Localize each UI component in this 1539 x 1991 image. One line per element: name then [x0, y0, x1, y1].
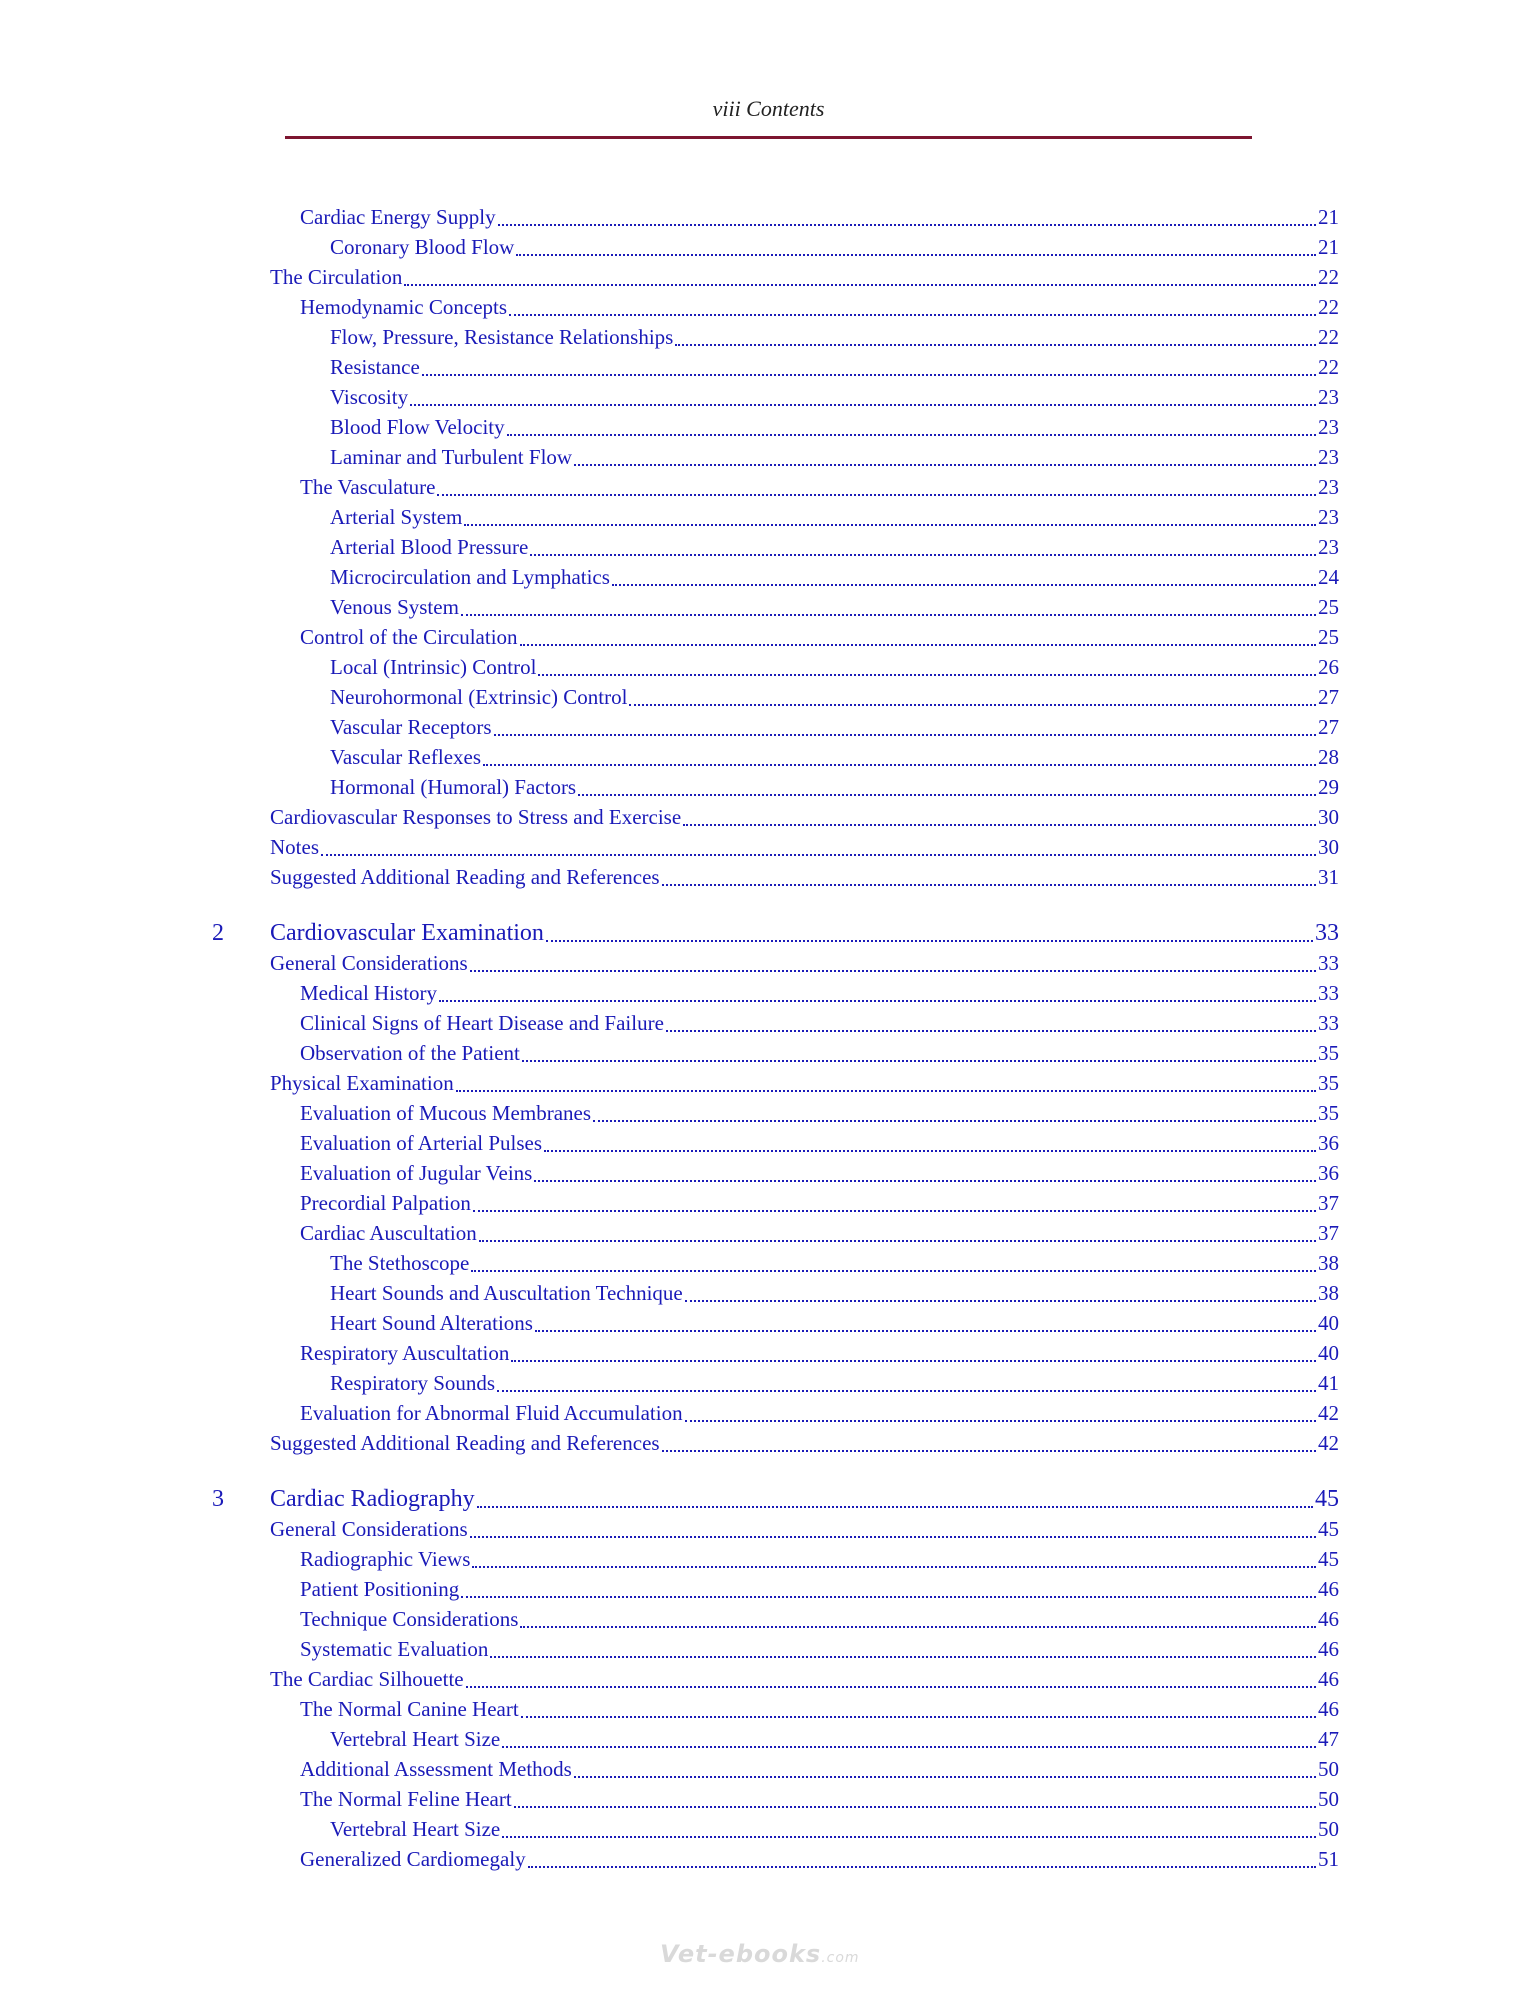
toc-entry-title: The Vasculature: [300, 475, 436, 499]
toc-entry-page: 36: [1318, 1161, 1339, 1185]
toc-entry-title: The Circulation: [270, 265, 403, 289]
toc-entry[interactable]: [330, 322, 1339, 352]
toc-entry-title: The Stethoscope: [330, 1251, 470, 1275]
dot-leader: [321, 854, 1316, 856]
dot-leader: [456, 1090, 1316, 1092]
toc-entry-page: 30: [1318, 805, 1339, 829]
toc-entry-title: Arterial System: [330, 505, 463, 529]
running-header: viii Contents: [712, 96, 825, 121]
toc-entry-title: Evaluation for Abnormal Fluid Accumulation: [300, 1401, 683, 1425]
toc-entry-page: 22: [1318, 355, 1339, 379]
dot-leader: [497, 1390, 1316, 1392]
toc-entry[interactable]: [330, 412, 1339, 442]
toc-entry[interactable]: [330, 712, 1339, 742]
toc-entry-title: Flow, Pressure, Resistance Relationships: [330, 325, 674, 349]
toc-entry-title: Cardiac Radiography: [270, 1486, 475, 1512]
toc-entry-title: Cardiac Auscultation: [300, 1221, 477, 1245]
dot-leader: [461, 614, 1316, 616]
dot-leader: [490, 1656, 1316, 1658]
toc-entry[interactable]: [300, 1754, 1339, 1784]
toc-entry[interactable]: [300, 978, 1339, 1008]
toc-entry-page: 50: [1318, 1787, 1339, 1811]
toc-entry-title: Coronary Blood Flow: [330, 235, 515, 259]
toc-entry-title: The Normal Feline Heart: [300, 1787, 512, 1811]
toc-entry[interactable]: [330, 352, 1339, 382]
toc-entry[interactable]: [330, 652, 1339, 682]
toc-entry[interactable]: [300, 1544, 1339, 1574]
toc-entry-page: 35: [1318, 1071, 1339, 1095]
toc-entry-page: 47: [1318, 1727, 1339, 1751]
toc-entry-title: Medical History: [300, 981, 438, 1005]
dot-leader: [439, 1000, 1316, 1002]
dot-leader: [472, 1566, 1316, 1568]
dot-leader: [578, 794, 1316, 796]
toc-entry-title: Blood Flow Velocity: [330, 415, 505, 439]
toc-entry[interactable]: [300, 1038, 1339, 1068]
toc-entry-title: Arterial Blood Pressure: [330, 535, 529, 559]
toc-entry[interactable]: [270, 862, 1339, 892]
toc-entry[interactable]: [300, 202, 1339, 232]
dot-leader: [464, 524, 1316, 526]
toc-entry-page: 45: [1318, 1547, 1339, 1571]
toc-entry-title: The Cardiac Silhouette: [270, 1667, 464, 1691]
dot-leader: [470, 970, 1316, 972]
dot-leader: [483, 764, 1316, 766]
toc-entry-page: 46: [1318, 1667, 1339, 1691]
toc-entry-page: 21: [1318, 235, 1339, 259]
toc-entry-title: Observation of the Patient: [300, 1041, 520, 1065]
toc-entry-title: Heart Sounds and Auscultation Technique: [330, 1281, 683, 1305]
toc-entry[interactable]: [330, 382, 1339, 412]
toc-entry-page: 25: [1318, 625, 1339, 649]
dot-leader: [509, 314, 1316, 316]
dot-leader: [675, 344, 1316, 346]
toc-entry[interactable]: [330, 1248, 1339, 1278]
toc-entry-title: Resistance: [330, 355, 420, 379]
dot-leader: [535, 1330, 1316, 1332]
toc-entry-page: 27: [1318, 715, 1339, 739]
toc-entry-page: 51: [1318, 1847, 1339, 1871]
toc-entry-page: 23: [1318, 475, 1339, 499]
dot-leader: [662, 884, 1316, 886]
toc-entry-page: 35: [1318, 1041, 1339, 1065]
toc-entry-title: Viscosity: [330, 385, 409, 409]
toc-entry-title: Technique Considerations: [300, 1607, 519, 1631]
dot-leader: [683, 824, 1316, 826]
dot-leader: [410, 404, 1316, 406]
toc-entry-page: 21: [1318, 205, 1339, 229]
toc-entry[interactable]: [300, 1098, 1339, 1128]
toc-entry[interactable]: [300, 1218, 1339, 1248]
toc-entry-page: 22: [1318, 295, 1339, 319]
toc-entry-title: Radiographic Views: [300, 1547, 471, 1571]
toc-entry-title: Local (Intrinsic) Control: [330, 655, 537, 679]
toc-entry[interactable]: [270, 1664, 1339, 1694]
toc-entry-title: Systematic Evaluation: [300, 1637, 489, 1661]
dot-leader: [574, 1776, 1316, 1778]
toc-entry-page: 33: [1318, 981, 1339, 1005]
toc-entry-title: Suggested Additional Reading and References: [270, 1431, 660, 1455]
toc-entry[interactable]: [330, 682, 1339, 712]
toc-entry[interactable]: [300, 472, 1339, 502]
toc-entry-page: 33: [1318, 1011, 1339, 1035]
toc-entry[interactable]: [330, 442, 1339, 472]
toc-entry-page: 23: [1318, 385, 1339, 409]
toc-entry-title: Control of the Circulation: [300, 625, 518, 649]
toc-entry-title: Vascular Reflexes: [330, 745, 482, 769]
dot-leader: [511, 1360, 1316, 1362]
toc-entry[interactable]: [300, 1694, 1339, 1724]
toc-entry-page: 23: [1318, 445, 1339, 469]
toc-entry-title: Vertebral Heart Size: [330, 1727, 501, 1751]
dot-leader: [530, 554, 1316, 556]
dot-leader: [470, 1536, 1316, 1538]
toc-entry[interactable]: [330, 1724, 1339, 1754]
dot-leader: [574, 464, 1316, 466]
toc-entry[interactable]: [330, 772, 1339, 802]
dot-leader: [662, 1450, 1316, 1452]
toc-entry-page: 38: [1318, 1251, 1339, 1275]
toc-entry-title: Patient Positioning: [300, 1577, 460, 1601]
toc-entry[interactable]: [330, 1814, 1339, 1844]
toc-entry-title: Laminar and Turbulent Flow: [330, 445, 573, 469]
toc-entry-title: Generalized Cardiomegaly: [300, 1847, 526, 1871]
toc-entry[interactable]: [300, 1634, 1339, 1664]
toc-entry-title: Clinical Signs of Heart Disease and Failure: [300, 1011, 664, 1035]
toc-entry-title: Cardiovascular Examination: [270, 920, 544, 946]
toc-entry[interactable]: [300, 1604, 1339, 1634]
toc-entry[interactable]: [300, 1844, 1339, 1874]
toc-entry-page: 24: [1318, 565, 1339, 589]
dot-leader: [685, 1420, 1316, 1422]
toc-entry-title: Cardiovascular Responses to Stress and Exercise: [270, 805, 682, 829]
dot-leader: [528, 1866, 1316, 1868]
toc-entry-page: 46: [1318, 1697, 1339, 1721]
toc-entry[interactable]: [270, 262, 1339, 292]
dot-leader: [612, 584, 1316, 586]
dot-leader: [466, 1686, 1316, 1688]
toc-entry-page: 37: [1318, 1191, 1339, 1215]
toc-entry-page: 40: [1318, 1311, 1339, 1335]
toc-entry-title: Suggested Additional Reading and References: [270, 865, 660, 889]
dot-leader: [507, 434, 1316, 436]
toc-entry-title: Evaluation of Mucous Membranes: [300, 1101, 592, 1125]
toc-entry[interactable]: [330, 232, 1339, 262]
header-rule: [285, 136, 1252, 139]
dot-leader: [546, 940, 1313, 942]
toc-entry-page: 27: [1318, 685, 1339, 709]
dot-leader: [422, 374, 1316, 376]
toc-entry-page: 40: [1318, 1341, 1339, 1365]
dot-leader: [477, 1506, 1313, 1508]
toc-entry-title: Hormonal (Humoral) Factors: [330, 775, 577, 799]
toc-entry-title: Heart Sound Alterations: [330, 1311, 533, 1335]
toc-entry-title: Precordial Palpation: [300, 1191, 471, 1215]
toc-entry-page: 50: [1318, 1757, 1339, 1781]
toc-entry-page: 45: [1315, 1486, 1339, 1512]
toc-entry[interactable]: [300, 1188, 1339, 1218]
toc-chapter-entry[interactable]: [270, 1484, 1339, 1514]
toc-entry-page: 22: [1318, 265, 1339, 289]
toc-entry-title: Evaluation of Jugular Veins: [300, 1161, 533, 1185]
toc-entry[interactable]: [270, 1514, 1339, 1544]
toc-entry-title: Vascular Receptors: [330, 715, 492, 739]
toc-entry-page: 30: [1318, 835, 1339, 859]
toc-entry[interactable]: [270, 832, 1339, 862]
toc-entry[interactable]: [330, 562, 1339, 592]
toc-entry-title: Respiratory Sounds: [330, 1371, 496, 1395]
toc-entry-page: 26: [1318, 655, 1339, 679]
toc-entry-page: 23: [1318, 505, 1339, 529]
toc-entry-page: 37: [1318, 1221, 1339, 1245]
toc-entry[interactable]: [300, 1128, 1339, 1158]
dot-leader: [666, 1030, 1316, 1032]
toc-entry-title: Hemodynamic Concepts: [300, 295, 508, 319]
toc-entry-title: Vertebral Heart Size: [330, 1817, 501, 1841]
dot-leader: [520, 644, 1316, 646]
toc-entry[interactable]: [300, 1008, 1339, 1038]
toc-entry[interactable]: [300, 292, 1339, 322]
toc-entry-page: 36: [1318, 1131, 1339, 1155]
dot-leader: [520, 1626, 1316, 1628]
toc-entry[interactable]: [270, 1428, 1339, 1458]
toc-entry-title: Additional Assessment Methods: [300, 1757, 572, 1781]
watermark-logo: [660, 1940, 900, 1980]
toc-entry-page: 35: [1318, 1101, 1339, 1125]
dot-leader: [514, 1806, 1316, 1808]
dot-leader: [521, 1716, 1316, 1718]
chapter-number: 2: [212, 920, 224, 946]
dot-leader: [461, 1596, 1316, 1598]
toc-entry-page: 42: [1318, 1431, 1339, 1455]
toc-entry-page: 46: [1318, 1577, 1339, 1601]
toc-entry[interactable]: [270, 948, 1339, 978]
dot-leader: [516, 254, 1316, 256]
toc-entry-title: Neurohormonal (Extrinsic) Control: [330, 685, 628, 709]
toc-entry-page: 23: [1318, 415, 1339, 439]
dot-leader: [685, 1300, 1316, 1302]
toc-entry[interactable]: [300, 1784, 1339, 1814]
toc-entry[interactable]: [300, 622, 1339, 652]
dot-leader: [534, 1180, 1316, 1182]
dot-leader: [404, 284, 1316, 286]
toc-entry-page: 28: [1318, 745, 1339, 769]
dot-leader: [593, 1120, 1316, 1122]
toc-entry-page: 33: [1315, 920, 1339, 946]
toc-entry[interactable]: [330, 502, 1339, 532]
toc-entry-page: 46: [1318, 1637, 1339, 1661]
toc-entry-title: The Normal Canine Heart: [300, 1697, 519, 1721]
toc-entry-page: 42: [1318, 1401, 1339, 1425]
toc-entry-page: 23: [1318, 535, 1339, 559]
toc-entry[interactable]: [330, 1368, 1339, 1398]
toc-entry-title: General Considerations: [270, 951, 468, 975]
dot-leader: [522, 1060, 1316, 1062]
toc-entry-title: Physical Examination: [270, 1071, 454, 1095]
toc-entry[interactable]: [270, 802, 1339, 832]
toc-entry[interactable]: [330, 1308, 1339, 1338]
toc-entry[interactable]: [300, 1158, 1339, 1188]
toc-entry-page: 46: [1318, 1607, 1339, 1631]
dot-leader: [498, 224, 1316, 226]
toc-entry[interactable]: [330, 532, 1339, 562]
toc-entry-title: Microcirculation and Lymphatics: [330, 565, 610, 589]
dot-leader: [494, 734, 1316, 736]
toc-entry-page: 50: [1318, 1817, 1339, 1841]
toc-entry[interactable]: [300, 1574, 1339, 1604]
dot-leader: [437, 494, 1316, 496]
toc-entry-title: Venous System: [330, 595, 459, 619]
toc-entry-title: Notes: [270, 835, 319, 859]
toc-entry[interactable]: [330, 592, 1339, 622]
chapter-number: 3: [212, 1486, 224, 1512]
toc-entry-page: 45: [1318, 1517, 1339, 1541]
toc-entry-page: 31: [1318, 865, 1339, 889]
toc-chapter-entry[interactable]: [270, 918, 1339, 948]
toc-entry-page: 41: [1318, 1371, 1339, 1395]
dot-leader: [544, 1150, 1316, 1152]
watermark-suffix: .com: [821, 1950, 860, 1966]
dot-leader: [479, 1240, 1316, 1242]
toc-entry-title: Evaluation of Arterial Pulses: [300, 1131, 543, 1155]
watermark-text: Vet-ebooks: [660, 1940, 822, 1968]
toc-entry-title: General Considerations: [270, 1517, 468, 1541]
toc-entry-page: 22: [1318, 325, 1339, 349]
dot-leader: [629, 704, 1316, 706]
toc-entry[interactable]: [330, 1278, 1339, 1308]
dot-leader: [502, 1836, 1316, 1838]
toc-entry-title: Respiratory Auscultation: [300, 1341, 510, 1365]
toc-entry-page: 38: [1318, 1281, 1339, 1305]
dot-leader: [538, 674, 1316, 676]
toc-entry[interactable]: [300, 1338, 1339, 1368]
dot-leader: [471, 1270, 1316, 1272]
dot-leader: [473, 1210, 1316, 1212]
toc-entry-title: Cardiac Energy Supply: [300, 205, 496, 229]
dot-leader: [502, 1746, 1316, 1748]
toc-entry[interactable]: [330, 742, 1339, 772]
toc-entry[interactable]: [270, 1068, 1339, 1098]
toc-entry[interactable]: [300, 1398, 1339, 1428]
toc-entry-page: 33: [1318, 951, 1339, 975]
toc-entry-page: 29: [1318, 775, 1339, 799]
toc-entry-page: 25: [1318, 595, 1339, 619]
